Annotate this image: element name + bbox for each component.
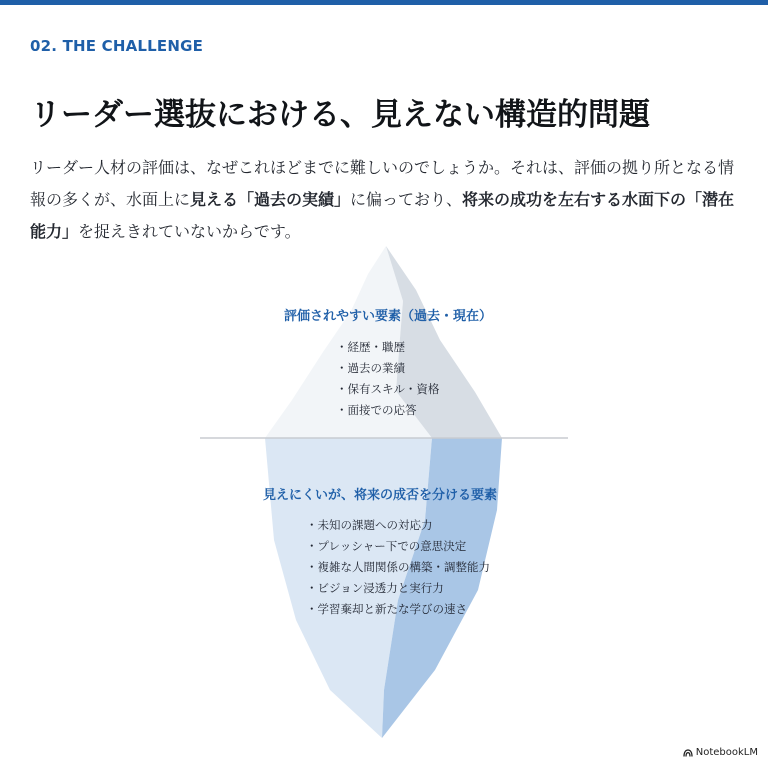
intro-text-part3: を捉えきれていないからです。 <box>78 222 301 241</box>
above-water-heading: 評価されやすい要素（過去・現在） <box>284 309 493 324</box>
list-item: ・ プレッシャー下での意思決定 <box>306 536 500 557</box>
list-item: ・ 経歴・職歴 <box>336 337 484 358</box>
below-water-heading: 見えにくいが、将来の成否を分ける要素 <box>262 488 497 503</box>
list-item: ・ 保有スキル・資格 <box>336 379 484 400</box>
above-water-panel <box>284 305 493 421</box>
intro-emphasis-hidden-potential: 将来の成功を左右する水面下の「潜在能力」 <box>30 190 735 241</box>
intro-text-part2: に偏っており、 <box>350 190 463 209</box>
list-item: ・ 過去の業績 <box>336 358 484 379</box>
below-water-list <box>306 515 500 620</box>
below-water-panel <box>260 484 500 620</box>
page-title: リーダー選抜における、見えない構造的問題 <box>30 97 650 133</box>
intro-text-part1: リーダー人材の評価は、なぜこれほどまでに難しいのでしょうか。それは、評価の拠り所となる情報の多くが、水面上に <box>30 158 735 209</box>
list-item: ・ 未知の課題への対応力 <box>306 515 500 536</box>
list-item: ・ 学習棄却と新たな学びの速さ <box>306 599 500 620</box>
above-water-list <box>336 337 484 421</box>
list-item: ・ 複雑な人間関係の構築・調整能力 <box>306 557 500 578</box>
list-item: ・ ビジョン浸透力と実行力 <box>306 578 500 599</box>
list-item: ・ 面接での応答 <box>336 400 484 421</box>
brand-label: NotebookLM <box>695 747 758 758</box>
section-label: 02. THE CHALLENGE <box>30 37 204 55</box>
notebooklm-icon <box>683 748 693 758</box>
brand-badge <box>683 747 758 758</box>
intro-emphasis-visible-past: 見える「過去の実績」 <box>190 190 351 209</box>
